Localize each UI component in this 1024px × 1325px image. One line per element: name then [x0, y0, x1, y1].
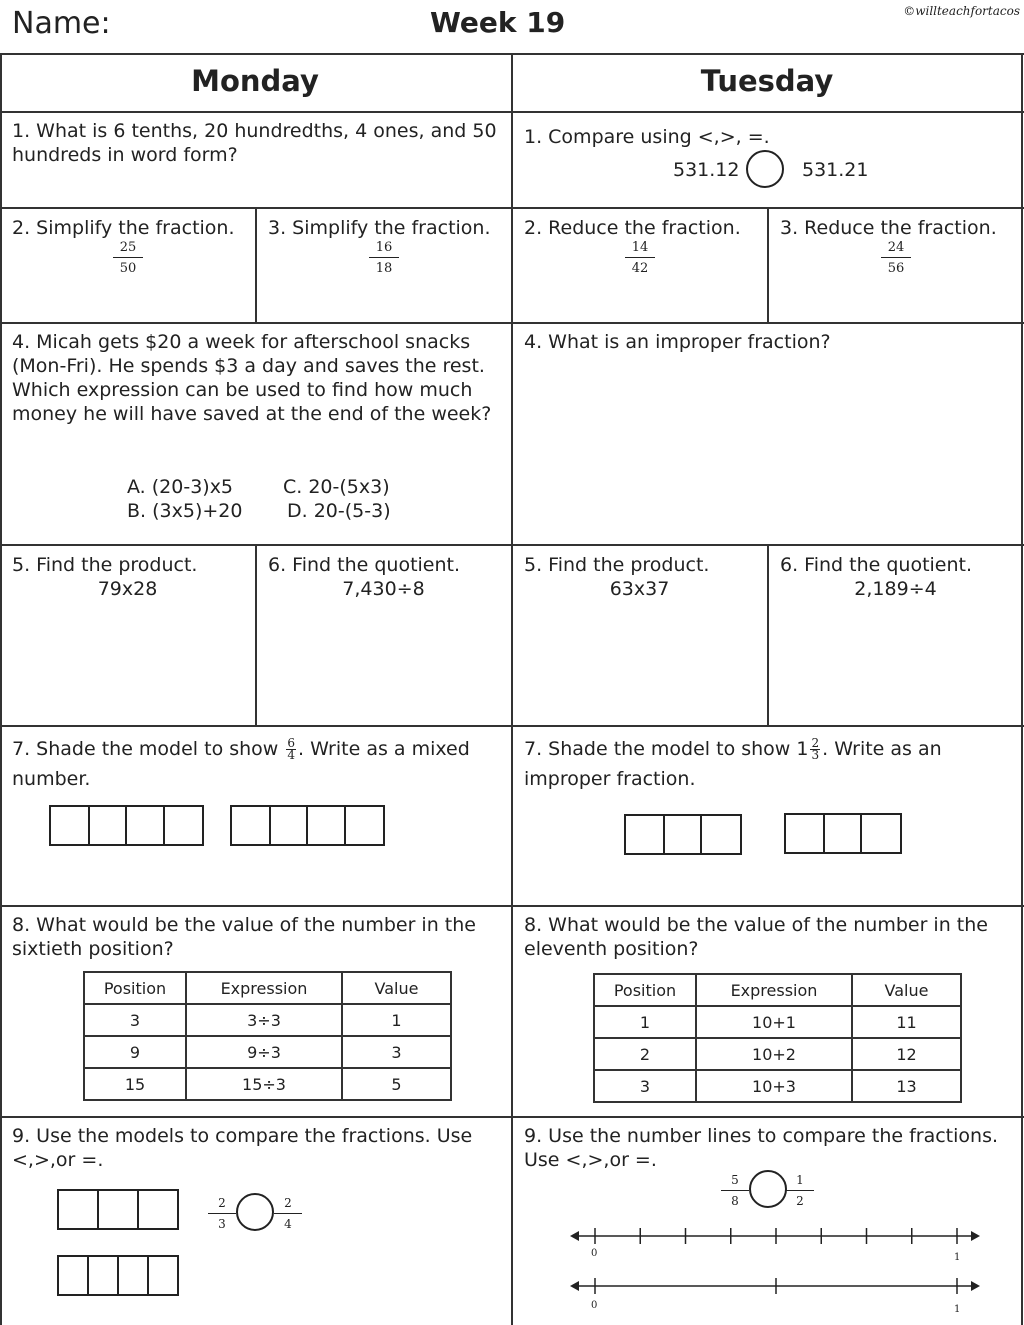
tue-q7-model-1[interactable] — [624, 814, 742, 855]
mon-q9-text: 9. Use the models to compare the fractions. Use <,>,or =. — [12, 1125, 473, 1171]
number-line-1-one: 1 — [954, 1252, 961, 1263]
tue-q3-text: 3. Reduce the fraction. — [780, 217, 997, 239]
week-title: Week 19 — [430, 6, 566, 39]
name-label: Name: — [12, 6, 111, 41]
mon-q3-text: 3. Simplify the fraction. — [268, 217, 491, 239]
table-header: Expression — [696, 974, 852, 1006]
tue-q1-right-number: 531.21 — [802, 159, 869, 181]
table-row: 3 3÷3 1 — [84, 1004, 451, 1036]
table-header: Position — [84, 972, 186, 1004]
arrow-right-icon — [971, 1231, 980, 1241]
mon-q7-model-1[interactable] — [49, 805, 204, 846]
grid-line — [511, 53, 513, 1325]
grid-line — [767, 207, 769, 322]
table-row: 3 10+3 13 — [594, 1070, 961, 1102]
number-line-2-zero: 0 — [591, 1300, 598, 1311]
mon-q4-text: 4. Micah gets $20 a week for afterschool snacks (Mon-Fri). He spends $3 a day and saves the rest. Which expression can be used to find how much money he will have saved at the end of the week? — [12, 331, 492, 425]
mon-q2-text: 2. Simplify the fraction. — [12, 217, 235, 239]
table-header: Expression — [186, 972, 342, 1004]
tue-q5-text: 5. Find the product. — [524, 554, 710, 576]
mon-q7-fraction: $\frac{6}{4}$ — [287, 736, 296, 762]
grid-line — [1021, 53, 1023, 1325]
tue-q1-left-number: 531.12 — [673, 159, 740, 181]
tue-q2-fraction: $\frac{14}{42}$ — [625, 239, 655, 277]
tue-q9-number-lines — [570, 1220, 990, 1320]
number-line-2-one: 1 — [954, 1304, 961, 1315]
tue-q8-text: 8. What would be the value of the number in the eleventh position? — [524, 914, 988, 960]
tue-q7-fraction: $\frac{2}{3}$ — [811, 736, 820, 762]
mon-q4-option-b: B. (3x5)+20 — [127, 500, 243, 522]
table-row: 2 10+2 12 — [594, 1038, 961, 1070]
mon-q1-text: 1. What is 6 tenths, 20 hundredths, 4 ones, and 50 hundreds in word form? — [12, 120, 497, 166]
compare-circle — [236, 1193, 274, 1231]
grid-line — [255, 544, 257, 725]
tue-q9-fraction-right: $\frac{1}{2}$ — [786, 1172, 814, 1210]
tue-q1-text: 1. Compare using <,>, =. — [524, 126, 770, 148]
tue-q3-fraction: $\frac{24}{56}$ — [881, 239, 911, 277]
mon-q8-table — [83, 971, 452, 1101]
compare-circle — [749, 1170, 787, 1208]
tue-q9-text: 9. Use the number lines to compare the fractions. Use <,>,or =. — [524, 1125, 999, 1171]
tue-q7-line2: improper fraction. — [524, 768, 696, 790]
mon-q7-text: 7. Shade the model to show $\frac{6}{4}$ . Write as a mixed — [12, 736, 470, 762]
mon-q5-text: 5. Find the product. — [12, 554, 198, 576]
table-row: 15 15÷3 5 — [84, 1068, 451, 1100]
table-header: Value — [852, 974, 961, 1006]
mon-q3-fraction: $\frac{16}{18}$ — [369, 239, 399, 277]
copyright-text: ©willteachfortacos — [903, 4, 1020, 18]
mon-q4-option-c: C. 20-(5x3) — [283, 476, 390, 498]
mon-q4-option-a: A. (20-3)x5 — [127, 476, 234, 498]
mon-q6-expression: 7,430÷8 — [342, 578, 425, 600]
mon-q8-text: 8. What would be the value of the number in the sixtieth position? — [12, 914, 476, 960]
mon-q6-text: 6. Find the quotient. — [268, 554, 461, 576]
tue-q8-table — [593, 973, 962, 1103]
table-row: 9 9÷3 3 — [84, 1036, 451, 1068]
tue-q7-model-2[interactable] — [784, 813, 902, 854]
arrow-right-icon — [971, 1281, 980, 1291]
arrow-left-icon — [570, 1281, 579, 1291]
table-header: Value — [342, 972, 451, 1004]
tue-q7-text: 7. Shade the model to show 1 $\frac{2}{3}$ . Write as an — [524, 736, 942, 762]
mon-q9-fraction-right: $\frac{2}{4}$ — [274, 1195, 302, 1233]
monday-heading: Monday — [191, 64, 319, 98]
tue-q2-text: 2. Reduce the fraction. — [524, 217, 741, 239]
number-line-eighths — [570, 1228, 980, 1244]
grid-line — [767, 544, 769, 725]
compare-circle — [746, 150, 784, 188]
number-line-halves — [570, 1278, 980, 1294]
table-header: Position — [594, 974, 696, 1006]
table-row: 1 10+1 11 — [594, 1006, 961, 1038]
mon-q9-model-fourths[interactable] — [57, 1255, 179, 1296]
arrow-left-icon — [570, 1231, 579, 1241]
mon-q9-fraction-left: $\frac{2}{3}$ — [208, 1195, 236, 1233]
tue-q6-expression: 2,189÷4 — [854, 578, 937, 600]
mon-q9-model-thirds[interactable] — [57, 1189, 179, 1230]
grid-line — [0, 53, 2, 1325]
mon-q7-line2: number. — [12, 768, 91, 790]
grid-line — [255, 207, 257, 322]
tue-q5-expression: 63x37 — [609, 578, 670, 600]
tue-q6-text: 6. Find the quotient. — [780, 554, 973, 576]
tue-q9-fraction-left: $\frac{5}{8}$ — [721, 1172, 749, 1210]
number-line-1-zero: 0 — [591, 1248, 598, 1259]
tuesday-heading: Tuesday — [700, 64, 834, 98]
mon-q7-model-2[interactable] — [230, 805, 385, 846]
mon-q2-fraction: $\frac{25}{50}$ — [113, 239, 143, 277]
tue-q4-text: 4. What is an improper fraction? — [524, 331, 831, 353]
mon-q4-option-d: D. 20-(5-3) — [287, 500, 391, 522]
mon-q5-expression: 79x28 — [97, 578, 158, 600]
